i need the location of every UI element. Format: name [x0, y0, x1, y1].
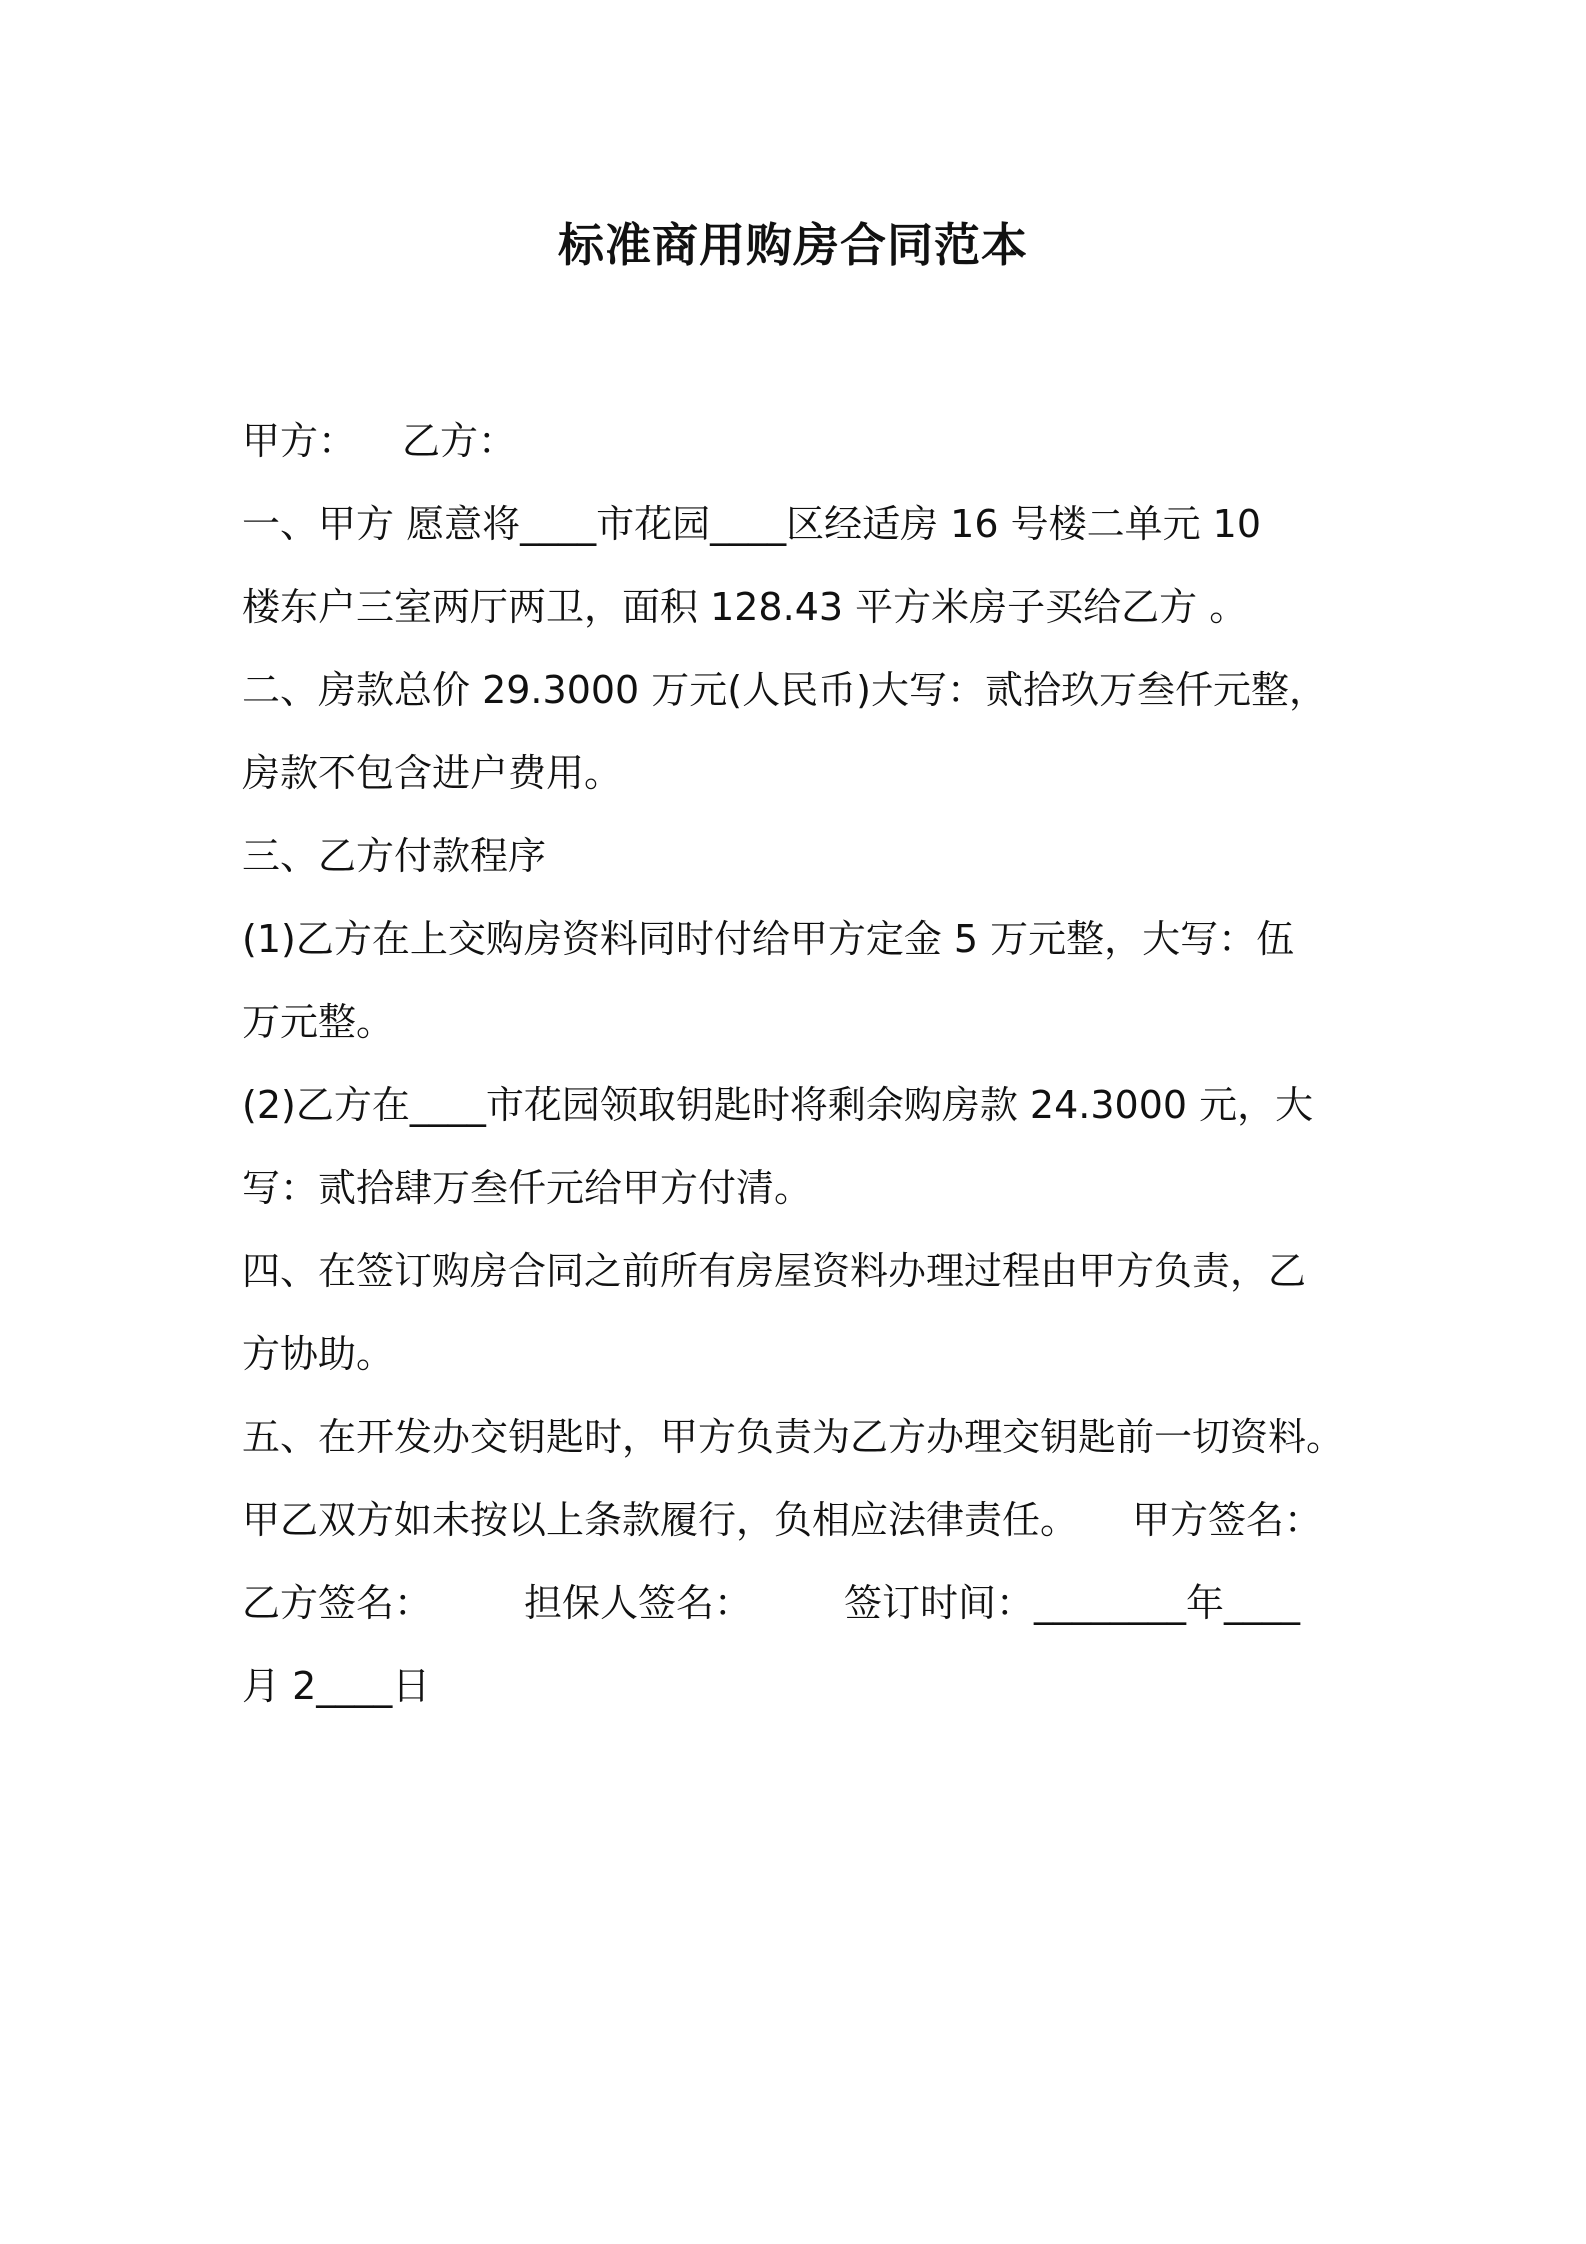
clause-1-line-1: 一、甲方 愿意将____市花园____区经适房 16 号楼二单元 10	[242, 502, 1262, 546]
document-title: 标准商用购房合同范本	[558, 218, 1028, 272]
clause-3-item-2-line-2: 写：贰拾肆万叁仟元给甲方付清。	[242, 1166, 813, 1210]
clause-3-item-1-line-2: 万元整。	[242, 1000, 395, 1044]
parties-line	[242, 400, 1354, 483]
party-b-label: 乙方：	[402, 419, 517, 463]
clause-2-line-2: 房款不包含进户费用。	[242, 751, 623, 795]
party-a-label: 甲方：	[242, 419, 357, 463]
clause-3-item-1-line-1: (1)乙方在上交购房资料同时付给甲方定金 5 万元整，大写：伍	[242, 917, 1295, 961]
signatures-line	[242, 1562, 1354, 1645]
signature-party-a: 甲方签名：	[1132, 1498, 1323, 1542]
clause-2-line-1: 二、房款总价 29.3000 万元(人民币)大写：贰拾玖万叁仟元整，	[242, 668, 1327, 712]
clause-4-line-1: 四、在签订购房合同之前所有房屋资料办理过程由甲方负责，乙	[242, 1249, 1307, 1293]
clause-3-item-2-line-1: (2)乙方在____市花园领取钥匙时将剩余购房款 24.3000 元，大	[242, 1083, 1314, 1127]
clause-1-line-2: 楼东户三室两厅两卫，面积 128.43 平方米房子买给乙方 。	[242, 585, 1248, 629]
liability-text: 甲乙双方如未按以上条款履行，负相应法律责任。	[242, 1498, 1079, 1542]
clause-5-line-1: 五、在开发办交钥匙时，甲方负责为乙方办理交钥匙前一切资料。	[242, 1415, 1345, 1459]
clause-4-line-2: 方协助。	[242, 1332, 395, 1376]
signing-date-line-2: 月 2____日	[242, 1664, 431, 1708]
liability-line	[242, 1479, 1354, 1562]
clause-3-heading: 三、乙方付款程序	[242, 834, 547, 878]
signature-guarantor: 担保人签名：	[524, 1581, 753, 1625]
signature-party-b: 乙方签名：	[242, 1581, 433, 1625]
contract-body	[242, 400, 1354, 1728]
signing-date: 签订时间：________年____	[844, 1581, 1301, 1625]
